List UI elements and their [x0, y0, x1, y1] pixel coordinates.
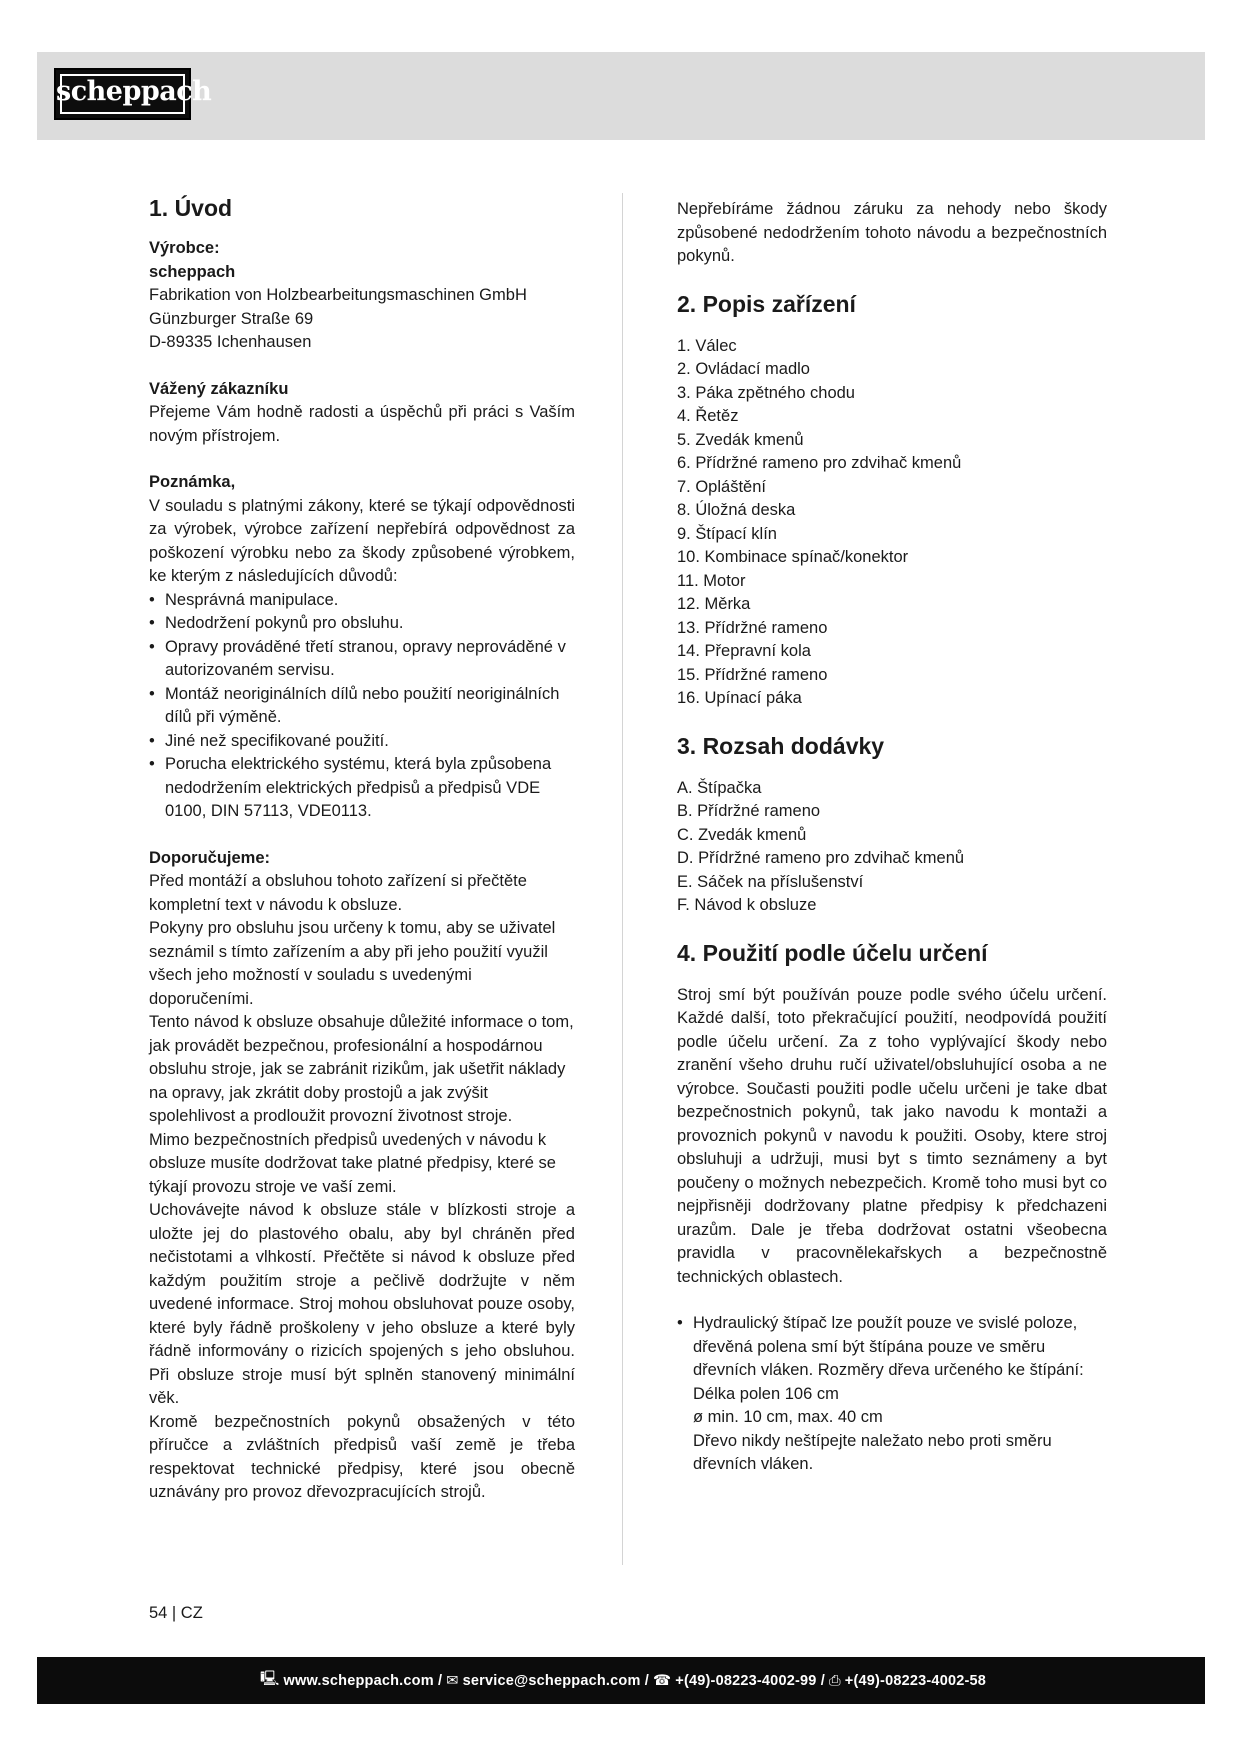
logo-text: scheppach [56, 76, 212, 107]
list-item: 7. Opláštění [677, 477, 766, 496]
footer-web[interactable]: www.scheppach.com / [283, 1672, 443, 1689]
list-item: 13. Přídržné rameno [677, 618, 828, 637]
list-item: D. Přídržné rameno pro zdvihač kmenů [677, 849, 965, 867]
phone-icon: ☎ [653, 1672, 672, 1689]
usage-bullet-text: Dřevo nikdy neštípejte naležato nebo proti směru dřevních vláken. [693, 1431, 1052, 1473]
footer-email[interactable]: service@scheppach.com / [462, 1672, 650, 1689]
customer-label: Vážený zákazníku [149, 379, 289, 398]
list-item [677, 1312, 1107, 1477]
list-item: • Nesprávná manipulace. [149, 589, 575, 613]
delivery-list [677, 777, 1107, 918]
right-column [677, 198, 1107, 1477]
list-item: 11. Motor [677, 571, 746, 590]
list-item: 14. Přepravní kola [677, 642, 811, 660]
list-item: 1. Válec [677, 336, 737, 355]
email-icon: ✉ [446, 1672, 459, 1689]
list-item: 16. Upínací páka [677, 689, 802, 707]
list-item: 9. Štípací klín [677, 524, 777, 543]
list-item: • Nedodržení pokynů pro obsluhu. [149, 612, 575, 636]
page-number: 54 | CZ [149, 1604, 203, 1622]
list-item: • Porucha elektrického systému, která byla způsobena nedodržením elektrických předpisů a předpisů VDE 0100, DIN 57113, VDE0113. [149, 753, 575, 824]
list-item: 10. Kombinace spínač/konektor [677, 548, 909, 566]
list-item: 8. Úložná deska [677, 501, 796, 519]
list-item: A. Štípačka [677, 778, 762, 797]
note-text: V souladu s platnými zákony, které se týkají odpovědnosti za výrobek, výrobce zařízení nepřebírá odpovědnost za poškození výrobku nebo za škody způsobené výrobkem, ke kterým z následujících důvodů: [149, 496, 575, 585]
recommend-paragraph: Kromě bezpečnostních pokynů obsažených v této příručce a zvláštních předpisů vaší země je třeba respektovat technické předpisy, které jsou obecně uznávány pro provoz dřevozpracujících strojů. [149, 1412, 575, 1501]
section-title-intro: 1. Úvod [149, 195, 233, 221]
scheppach-logo [54, 68, 212, 120]
usage-bullet-list [677, 1312, 1107, 1477]
disclaimer-text: Nepřebíráme žádnou záruku za nehody nebo škody způsobené nedodržením tohoto návodu a bezpečnostních pokynů. [677, 200, 1107, 265]
list-item: • Opravy prováděné třetí stranou, opravy neprováděné v autorizovaném servisu. [149, 636, 575, 683]
address-line: D-89335 Ichenhausen [149, 333, 312, 351]
list-item: B. Přídržné rameno [677, 802, 821, 820]
usage-bullet-text: • Hydraulický štípač lze použít pouze ve svislé poloze, dřevěná polena smí být štípána pouze ve směru dřevních vláken. Rozměry dřeva určeného ke štípání: [693, 1314, 1084, 1379]
list-item: F. Návod k obsluze [677, 896, 817, 914]
list-item: E. Sáček na příslušenství [677, 872, 864, 891]
address-line: Fabrikation von Holzbearbeitungsmaschinen GmbH [149, 286, 527, 304]
recommend-paragraph: Tento návod k obsluze obsahuje důležité informace o tom, jak provádět bezpečnou, profesionální a hospodárnou obsluhu stroje, jak se zabránit rizikům, jak ušetřit náklady na opravy, jak zkrátit doby prostojů a jak zvýšit spolehlivost a prodloužit provozní životnost stroje. [149, 1013, 574, 1125]
fax-icon: ⎙ [828, 1672, 841, 1689]
customer-text: Přejeme Vám hodně radosti a úspěchů při práci s Vaším novým přístrojem. [149, 403, 575, 445]
address-line: Günzburger Straße 69 [149, 309, 314, 328]
manufacturer-label: Výrobce: [149, 239, 220, 257]
manufacturer-name: scheppach [149, 262, 236, 281]
list-item: • Jiné než specifikované použití. [149, 730, 575, 754]
usage-text: Stroj smí být používán pouze podle svého účelu určení. Každé další, toto překračující použití, neodpovídá použití podle účelu určení. Za z toho vyplývající škody nebo zranění všeho druhu ručí uživatel/obsluhující osoba a ne výrobce. Současti použiti podle učelu určeni je take dbat bezpečnostnich pokynů, tak jako navodu k montaži a provoznich pokynů v navodu k použiti. Osoby, ktere stroj obsluhuji a udržuji, musi byt s timto seznámeny a byt poučeny o možnych nebezpečich. Kromě toho musi byt co nejpřisněji dodržovany platne předpisy k předchazeni urazům. Dale je třeba dodržovat ostatni všeobecna pravidla v pracovnělekařskych a bezpečnostně technických oblastech. [677, 985, 1107, 1286]
recommend-paragraph: Pokyny pro obsluhu jsou určeny k tomu, aby se uživatel seznámil s tímto zařízením a aby při jeho použití využil všech jeho možností v souladu s uvedenými doporučeními. [149, 919, 556, 1008]
list-item: 2. Ovládací madlo [677, 360, 810, 378]
column-divider [622, 193, 623, 1565]
computer-icon: 🖳 [259, 1671, 280, 1687]
list-item: 3. Páka zpětného chodu [677, 383, 855, 402]
note-bullet-list [149, 589, 575, 824]
list-item: 5. Zvedák kmenů [677, 430, 804, 449]
list-item: 6. Přídržné rameno pro zdvihač kmenů [677, 454, 962, 472]
list-item: 15. Přídržné rameno [677, 665, 828, 684]
usage-bullet-text: ø min. 10 cm, max. 40 cm [693, 1408, 883, 1426]
footer-fax: +(49)-08223-4002-58 [844, 1672, 987, 1689]
footer-phone: +(49)-08223-4002-99 / [675, 1672, 825, 1689]
parts-list [677, 335, 1107, 711]
footer-bar [37, 1657, 1205, 1704]
recommend-paragraph: Před montáží a obsluhou tohoto zařízení si přečtěte kompletní text v návodu k obsluze. [149, 872, 527, 914]
list-item: 12. Měrka [677, 595, 751, 613]
note-label: Poznámka, [149, 473, 236, 491]
recommend-paragraph: Mimo bezpečnostních předpisů uvedených v návodu k obsluze musíte dodržovat take platné předpisy, které se týkají provozu stroje ve vaší zemi. [149, 1130, 556, 1196]
section-title-delivery: 3. Rozsah dodávky [677, 732, 885, 759]
list-item: C. Zvedák kmenů [677, 825, 807, 844]
recommend-label: Doporučujeme: [149, 848, 271, 867]
header-bar [37, 52, 1205, 140]
section-title-description: 2. Popis zařízení [677, 290, 856, 317]
left-column [149, 193, 575, 1505]
list-item: 4. Řetěz [677, 407, 739, 425]
list-item: • Montáž neoriginálních dílů nebo použití neoriginálních dílů při výměně. [149, 683, 575, 730]
section-title-intended-use: 4. Použití podle účelu určení [677, 939, 988, 966]
recommend-paragraph: Uchovávejte návod k obsluze stále v blízkosti stroje a uložte jej do plastového obalu, aby byl chráněn před nečistotami a vlhkostí. Přečtěte si návod k obsluze před každým použitím stroje a pečlivě dodržujte v něm uvedené informace. Stroj mohou obsluhovat pouze osoby, které byly řádně proškoleny v jeho obsluze a které byly řádně informovány o rizicích spojených s jeho obsluhou. Při obsluze stroje musí být splněn stanovený minimální věk. [149, 1201, 575, 1407]
usage-bullet-text: Délka polen 106 cm [693, 1384, 839, 1403]
